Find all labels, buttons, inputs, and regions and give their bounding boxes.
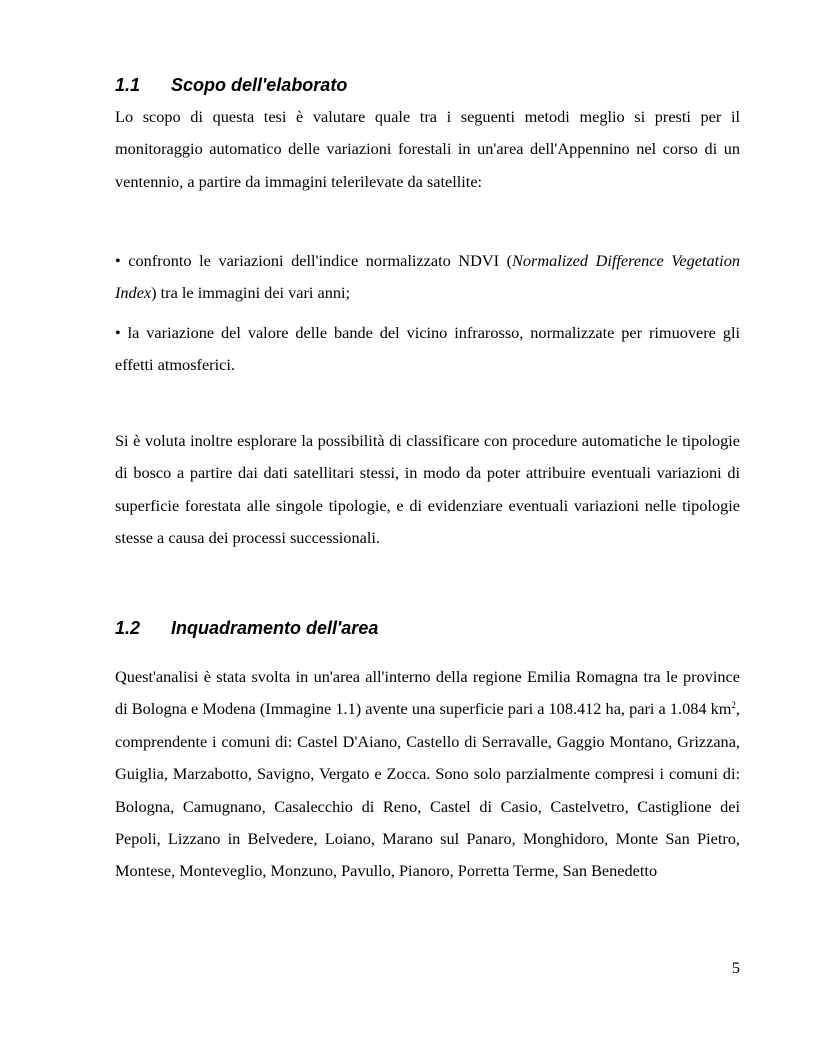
bullet-text: la variazione del valore delle bande del vicino infrarosso, normalizzate per rimuovere gli effetti atmosferici. — [115, 323, 740, 375]
bullet-symbol: • — [115, 251, 121, 270]
paragraph-area-text: Quest'analisi è stata svolta in un'area all'interno della regione Emilia Romagna tra le province di Bologna e Modena (Immagine 1.1) avente una superficie pari a 108.412 ha, pari a 1.084 km — [115, 667, 740, 719]
page-number: 5 — [731, 958, 740, 977]
section-number: 1.2 — [115, 618, 141, 638]
superscript-2: 2 — [731, 700, 736, 711]
intro-paragraph: Lo scopo di questa tesi è valutare quale tra i seguenti metodi meglio si presti per il monitoraggio automatico delle variazioni forestali in un'area dell'Appennino nel corso di un ventennio, a partire da immagini telerilevate da satellite: — [115, 107, 740, 191]
section-title: Scopo dell'elaborato — [171, 75, 348, 95]
bullet-symbol: • — [115, 323, 121, 342]
section-heading-1-1 — [115, 75, 347, 96]
section-number: 1.1 — [115, 75, 141, 95]
paragraph-area — [115, 661, 740, 888]
bullet-text: confronto le variazioni dell'indice normalizzato NDVI ( — [120, 251, 513, 270]
bullet-italic-term: Normalized Difference Vegetation Index — [115, 251, 740, 303]
bullet-item-infrared — [115, 317, 740, 382]
section-heading-1-2 — [115, 618, 378, 639]
section-title: Inquadramento dell'area — [171, 618, 379, 638]
paragraph-area-text-cont: , comprendente i comuni di: Castel D'Aiano, Castello di Serravalle, Gaggio Montano, Grizzana, Guiglia, Marzabotto, Savigno, Vergato e Zocca. Sono solo parzialmente compresi i comuni di: Bologna, Camugnano, Casalecchio di Reno, Castel di Casio, Castelvetro, Castiglione dei Pepoli, Lizzano in Belvedere, Loiano, Marano sul Panaro, Monghidoro, Monte San Pietro, Montese, Monteveglio, Monzuno, Pavullo, Pianoro, Porretta Terme, San Benedetto — [115, 699, 740, 881]
bullet-text-end: ) tra le immagini dei vari anni; — [151, 283, 351, 303]
bullet-item-ndvi — [115, 245, 740, 310]
paragraph-classification: Si è voluta inoltre esplorare la possibilità di classificare con procedure automatiche le tipologie di bosco a partire dai dati satellitari stessi, in modo da poter attribuire eventuali variazioni di superficie forestata alle singole tipologie, e di evidenziare eventuali variazioni nelle tipologie stesse a causa dei processi successionali. — [115, 431, 740, 548]
